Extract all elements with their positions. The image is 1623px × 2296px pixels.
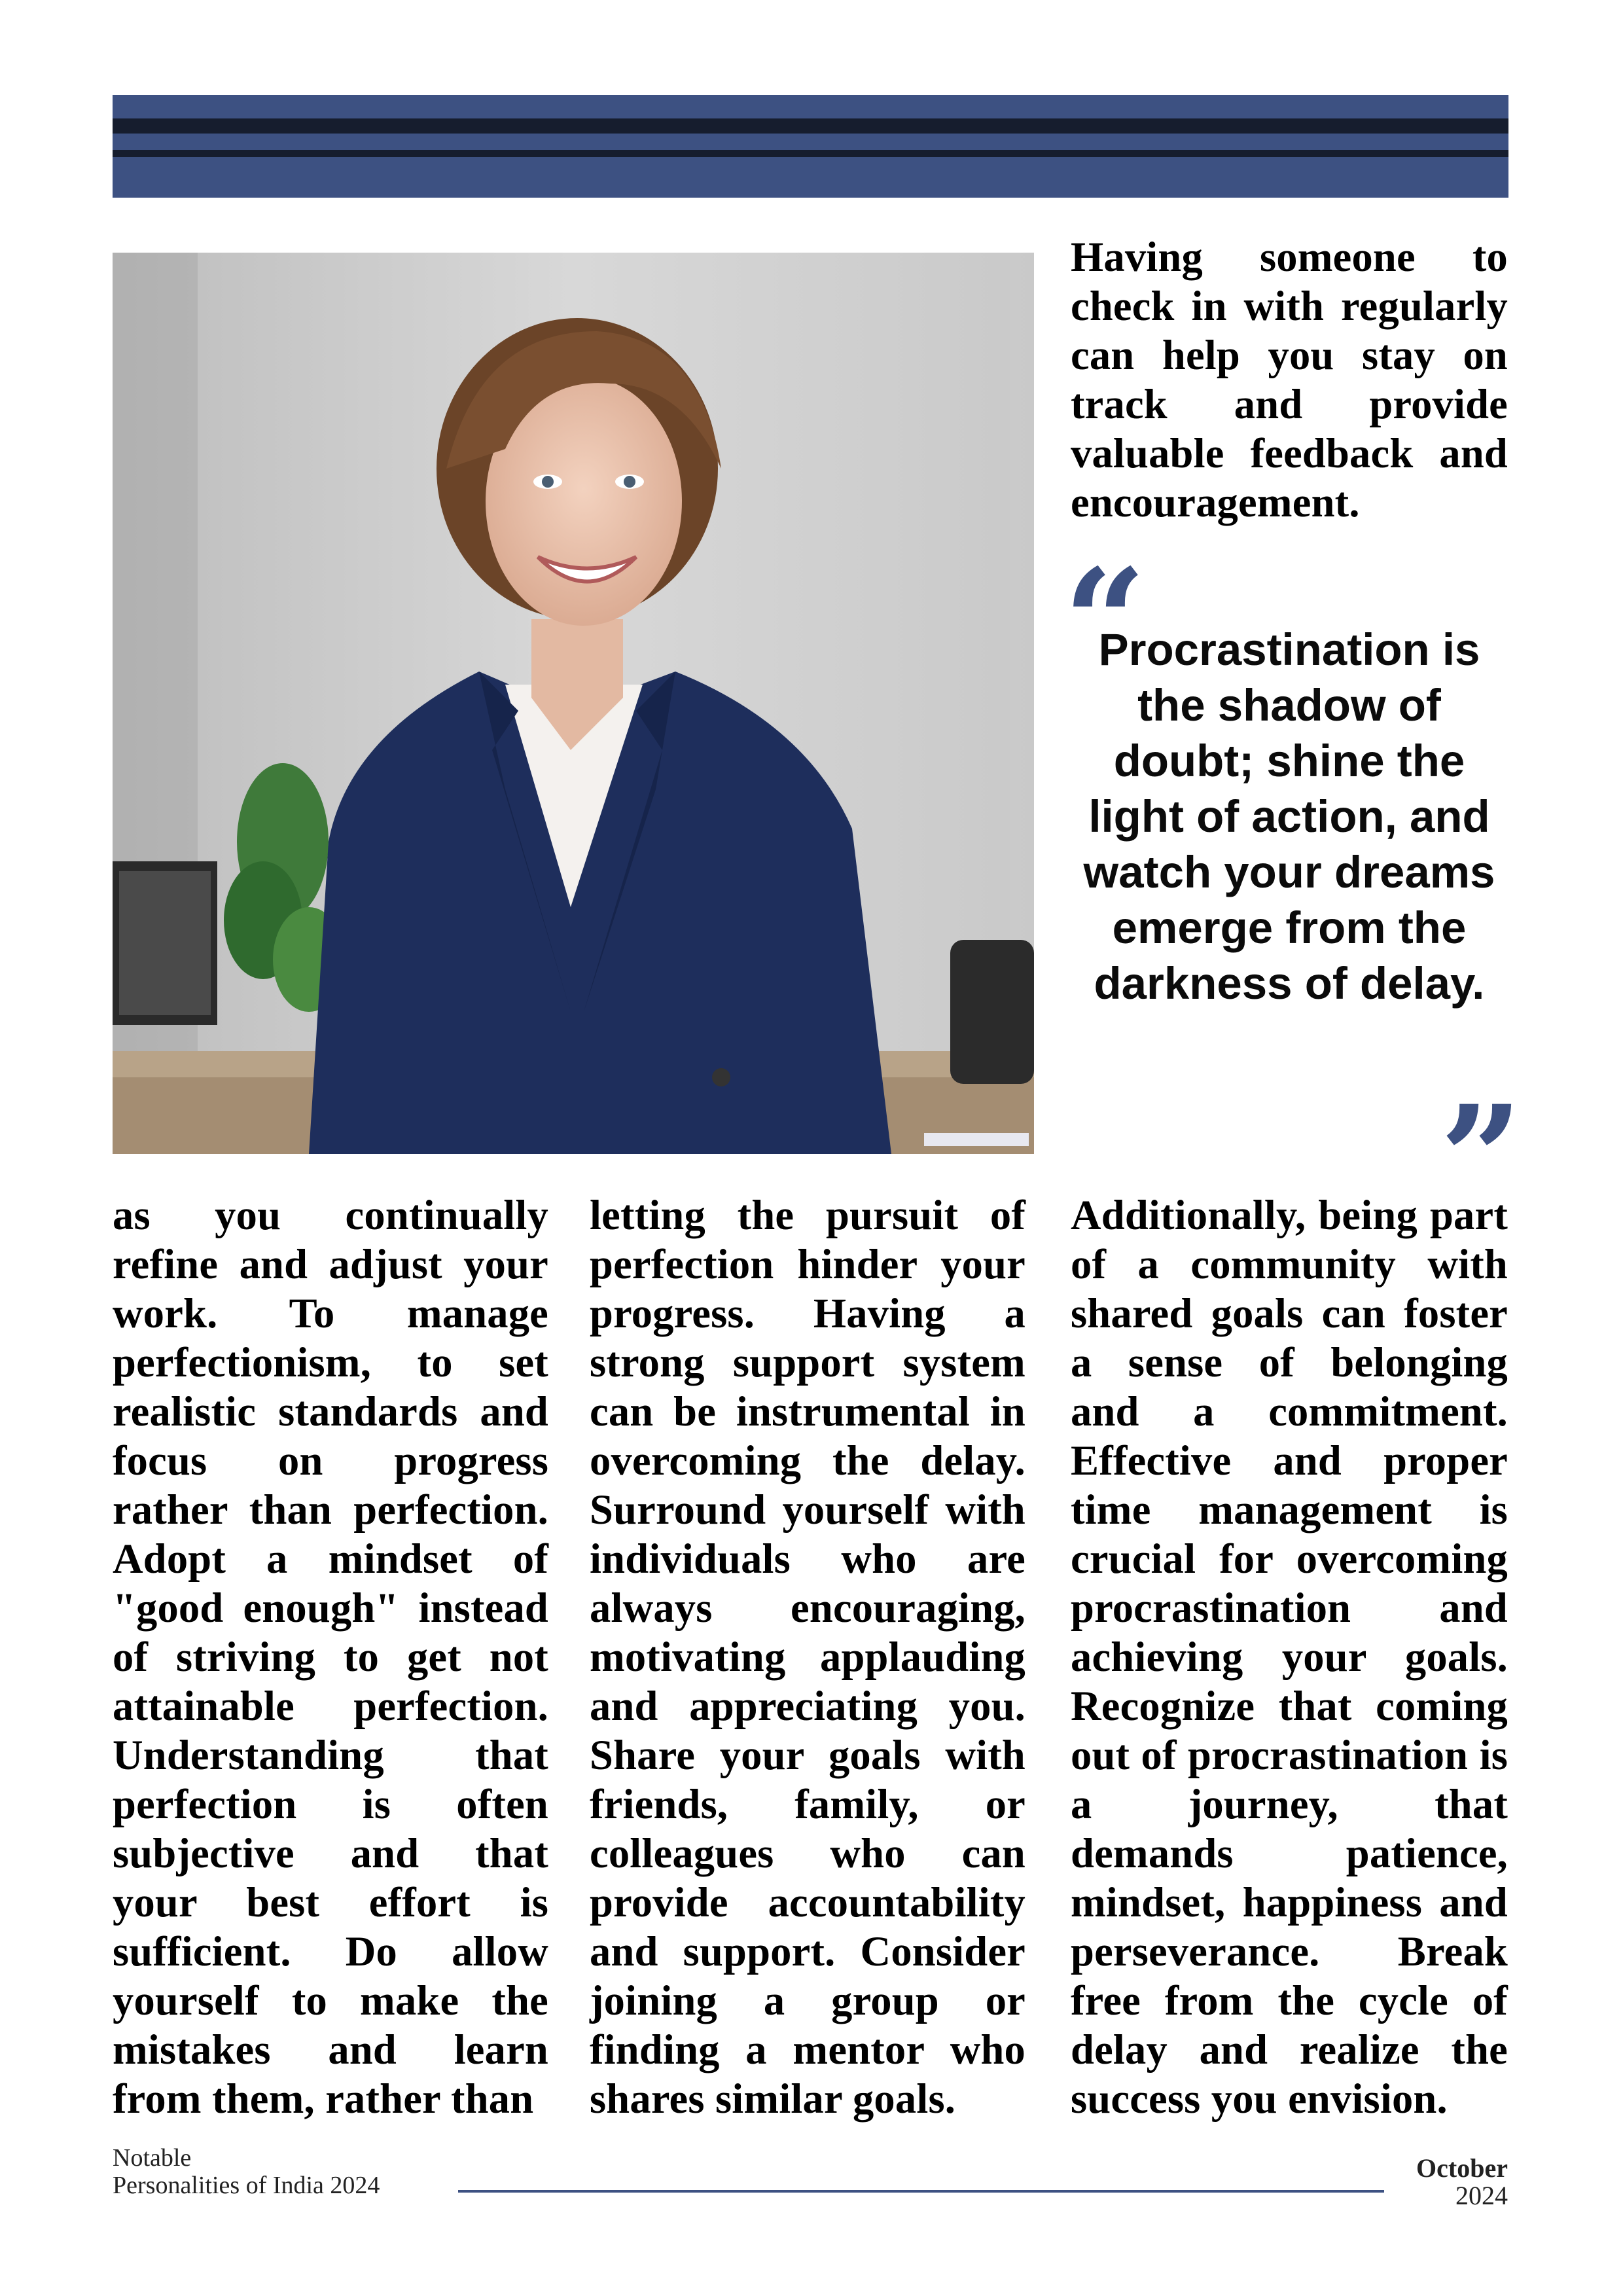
footer-month: October [1416,2153,1508,2183]
header-band-dark-stripe [113,118,1508,134]
body-column-2-text: letting the pursuit of perfection hinder your progress. Having a strong support system can be instrumental in overcoming the delay. Surround yourself with individuals who are always encouraging, motivating applauding and appreciating you. Share your goals with friends, family, or colleagues who can provide accountability and support. Consider joining a group or finding a mentor who shares similar goals. [590,1192,1026,2122]
open-quote-icon: “ [1063,537,1147,706]
portrait-photo-icon [113,253,1034,1154]
footer-publication-line1: Notable [113,2144,192,2172]
body-column-3-text: Additionally, being part of a community with shared goals can foster a sense of belonging and a commitment. Effective and proper time management is crucial for overcoming procrastination and achieving your goals. Recognize that coming out of procrastination is a journey, that demands patience, mindset, happiness and perseverance. Break free from the cycle of delay and realize the success you envision. [1071,1192,1508,2122]
body-column-1 [113,1191,548,2123]
pull-quote-text: Procrastination is the shadow of doubt; shine the light of action, and watch your dreams emerge from the darkness of delay. [1083,624,1495,1009]
body-column-1-text: as you continually refine and adjust your work. To manage perfectionism, to set realistic standards and focus on progress rather than perfection. Adopt a mindset of "good enough" instead of striving to get not attainable perfection. Understanding that perfection is often subjective and that your best effort is sufficient. Do allow yourself to make the mistakes and learn from them, rather than [113,1192,548,2122]
header-band-top [113,95,1508,118]
header-band-middle [113,134,1508,150]
portrait-photo [113,253,1034,1154]
footer-date [1374,2155,1508,2210]
top-right-paragraph-text: Having someone to check in with regularly can help you stay on track and provide valuable feedback and encouragement. [1071,234,1508,526]
body-column-2 [590,1191,1026,2123]
close-quote-icon: ” [1440,1073,1523,1243]
footer-divider [458,2190,1384,2193]
top-right-paragraph [1071,232,1508,527]
footer-publication-line2: Personalities of India 2024 [113,2172,380,2199]
footer-publication [113,2144,380,2199]
footer-year: 2024 [1455,2181,1508,2210]
header-band-dark-thin-stripe [113,150,1508,157]
header-band-bottom [113,157,1508,198]
body-column-3 [1071,1191,1508,2123]
